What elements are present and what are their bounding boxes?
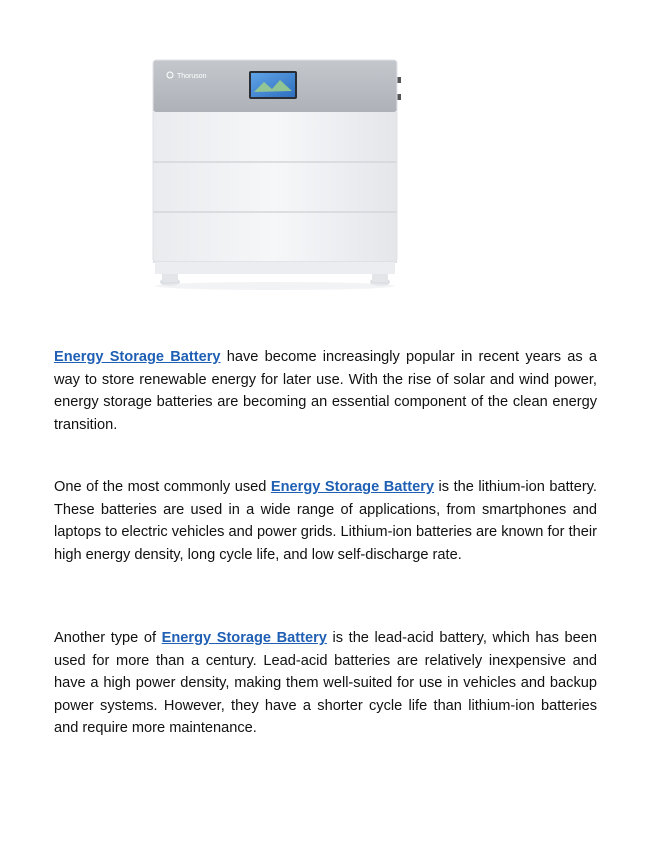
paragraph-text: have become increasingly popular in recent years as a way to store renewable energy for later use. With the rise of solar and wind power, energy storage batteries are becoming an essential component of the clean energy transition. [54,349,597,433]
display-screen-content [251,73,295,97]
paragraph-lead-acid [54,627,597,740]
battery-module-1 [153,112,397,162]
side-connector [397,77,401,83]
battery-module-3 [153,212,397,262]
battery-cabinet-illustration [140,50,410,300]
paragraph-text: Another type of [54,630,162,646]
floor-shadow [155,282,395,290]
paragraph-text: is the lithium-ion battery. These batteries are used in a wide range of applications, from smartphones and laptops to electric vehicles and power grids. Lithium-ion batteries are known for their high energy density, long cycle life, and low self-discharge rate. [54,479,597,563]
paragraph-text: One of the most commonly used [54,479,271,495]
battery-module-2 [153,162,397,212]
side-connector [397,94,401,100]
energy-storage-battery-link[interactable]: Energy Storage Battery [270,479,435,495]
paragraph-text: is the lead-acid battery, which has been used for more than a century. Lead-acid batteries are relatively inexpensive and have a high power density, making them well-suited for use in vehicles and backup power systems. However, they have a shorter cycle life than lithium-ion batteries and require more maintenance. [54,630,597,736]
cabinet-base [155,262,395,274]
foot-left-post [162,274,178,282]
battery-product-image [140,50,410,300]
energy-storage-battery-link[interactable]: Energy Storage Battery [54,349,221,365]
brand-label: Thoruson [177,73,207,80]
foot-right-post [372,274,388,282]
paragraph-intro [54,346,597,436]
paragraph-lithium-ion [54,476,597,566]
energy-storage-battery-link[interactable]: Energy Storage Battery [161,630,327,646]
